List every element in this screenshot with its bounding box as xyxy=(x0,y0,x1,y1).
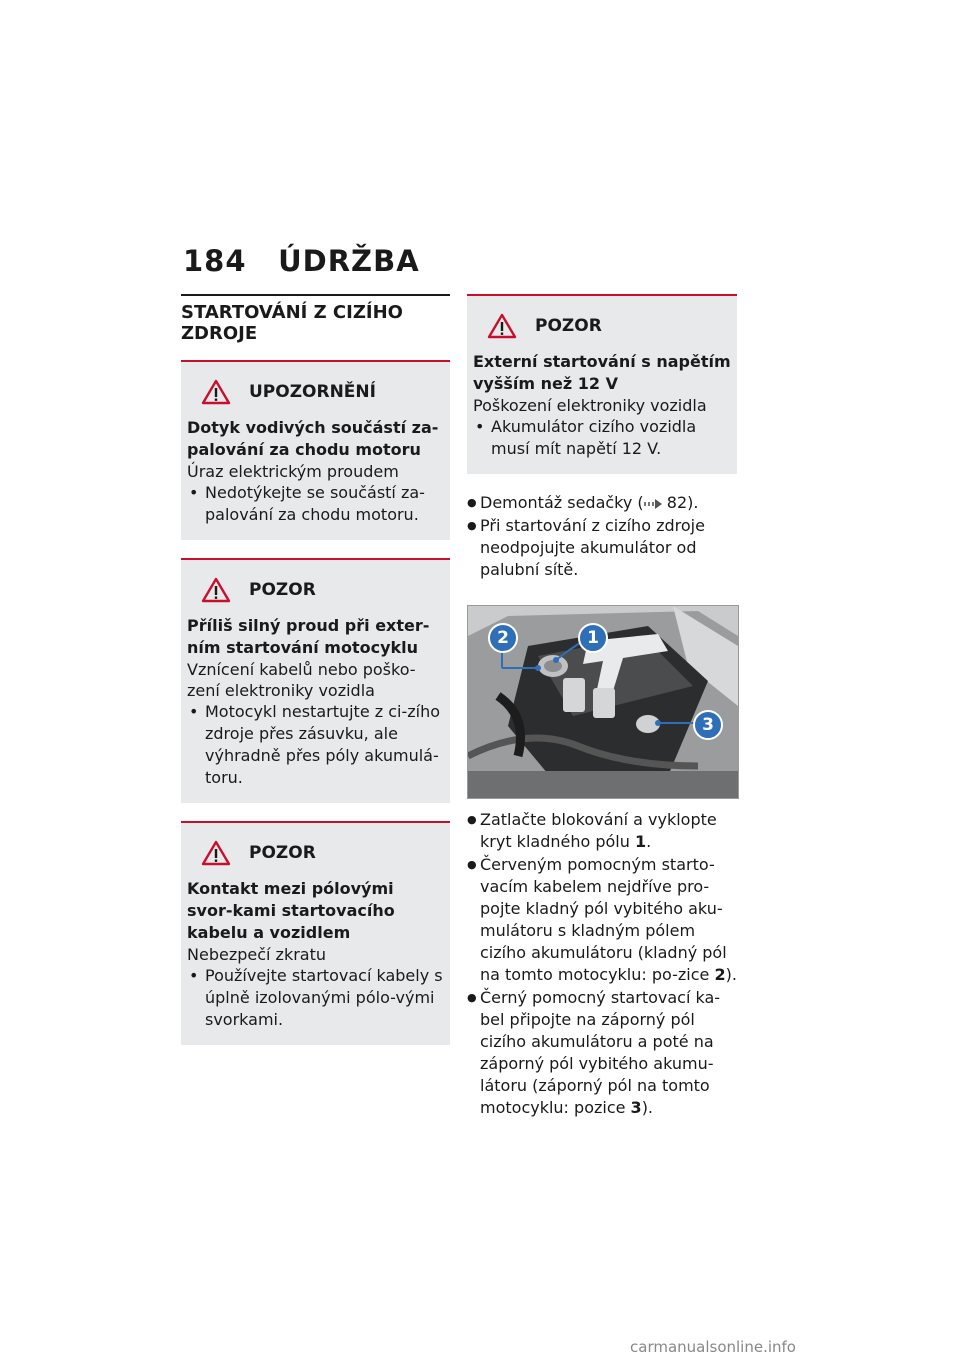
steps-list xyxy=(467,809,737,1119)
note-title: Kontakt mezi pólovými svor-kami startovacího kabelu a vozidlem xyxy=(187,879,395,942)
note-title: Příliš silný proud při exter-ním startování motocyklu xyxy=(187,616,430,657)
page-reference-arrow-icon xyxy=(644,499,662,509)
battery-photo xyxy=(467,605,739,799)
note-bullet: • Používejte startovací kabely s úplně izolovanými pólo-vými svorkami. xyxy=(187,965,444,1031)
note-label: POZOR xyxy=(535,316,602,336)
left-column xyxy=(181,294,450,1063)
list-item: ● Červeným pomocným starto-vacím kabelem nejdříve pro-pojte kladný pól vybitého aku-mulátoru s kladným pólem cizího akumulátoru (kladný pól na tomto motocyklu: po-zice 2). xyxy=(467,854,737,986)
warning-triangle-icon xyxy=(201,379,231,405)
warning-triangle-icon xyxy=(487,313,517,339)
page-number: 184 xyxy=(183,244,247,278)
callout-1: 1 xyxy=(578,623,608,653)
callout-3: 3 xyxy=(693,710,723,740)
section-title: STARTOVÁNÍ Z CIZÍHO ZDROJE xyxy=(181,294,450,360)
note-text: Vznícení kabelů nebo poško-zení elektroniky vozidla xyxy=(187,660,416,700)
warning-triangle-icon xyxy=(201,577,231,603)
page-header xyxy=(183,244,420,278)
list-item: ● Demontáž sedačky ( 82). xyxy=(467,492,737,514)
note-bullet: • Nedotýkejte se součástí za-palování za chodu motoru. xyxy=(187,482,444,526)
callout-2: 2 xyxy=(488,623,518,653)
caution-note xyxy=(181,558,450,803)
caution-note xyxy=(181,821,450,1045)
note-text: Nebezpečí zkratu xyxy=(187,945,326,964)
note-label: UPOZORNĚNÍ xyxy=(249,382,376,402)
watermark: carmanualsonline.info xyxy=(630,1338,796,1356)
note-text: Úraz elektrickým proudem xyxy=(187,462,399,481)
chapter-title: ÚDRŽBA xyxy=(278,244,420,278)
position-ref: 2 xyxy=(714,965,726,984)
note-title: Externí startování s napětím vyšším než 12 V xyxy=(473,352,731,393)
warning-note xyxy=(181,360,450,540)
position-ref: 1 xyxy=(634,832,647,851)
note-label: POZOR xyxy=(249,843,316,863)
list-item: ● Zatlačte blokování a vyklopte kryt kladného pólu 1. xyxy=(467,809,737,853)
steps-list xyxy=(467,492,737,581)
list-item: ● Černý pomocný startovací ka-bel připojte na záporný pól cizího akumulátoru a poté na záporný pól vybitého akumu-látoru (záporný pól na tomto motocyklu: pozice 3). xyxy=(467,987,737,1119)
note-bullet: • Motocykl nestartujte z ci-zího zdroje přes zásuvku, ale výhradně přes póly akumulá-toru. xyxy=(187,701,444,789)
position-ref: 3 xyxy=(630,1098,642,1117)
caution-note xyxy=(467,294,737,474)
right-column xyxy=(467,294,737,1120)
note-title: Dotyk vodivých součástí za-palování za chodu motoru xyxy=(187,418,439,459)
list-item: ● Při startování z cizího zdroje neodpojujte akumulátor od palubní sítě. xyxy=(467,515,737,581)
note-text: Poškození elektroniky vozidla xyxy=(473,396,707,415)
warning-triangle-icon xyxy=(201,840,231,866)
note-bullet: • Akumulátor cizího vozidla musí mít napětí 12 V. xyxy=(473,416,731,460)
note-label: POZOR xyxy=(249,580,316,600)
